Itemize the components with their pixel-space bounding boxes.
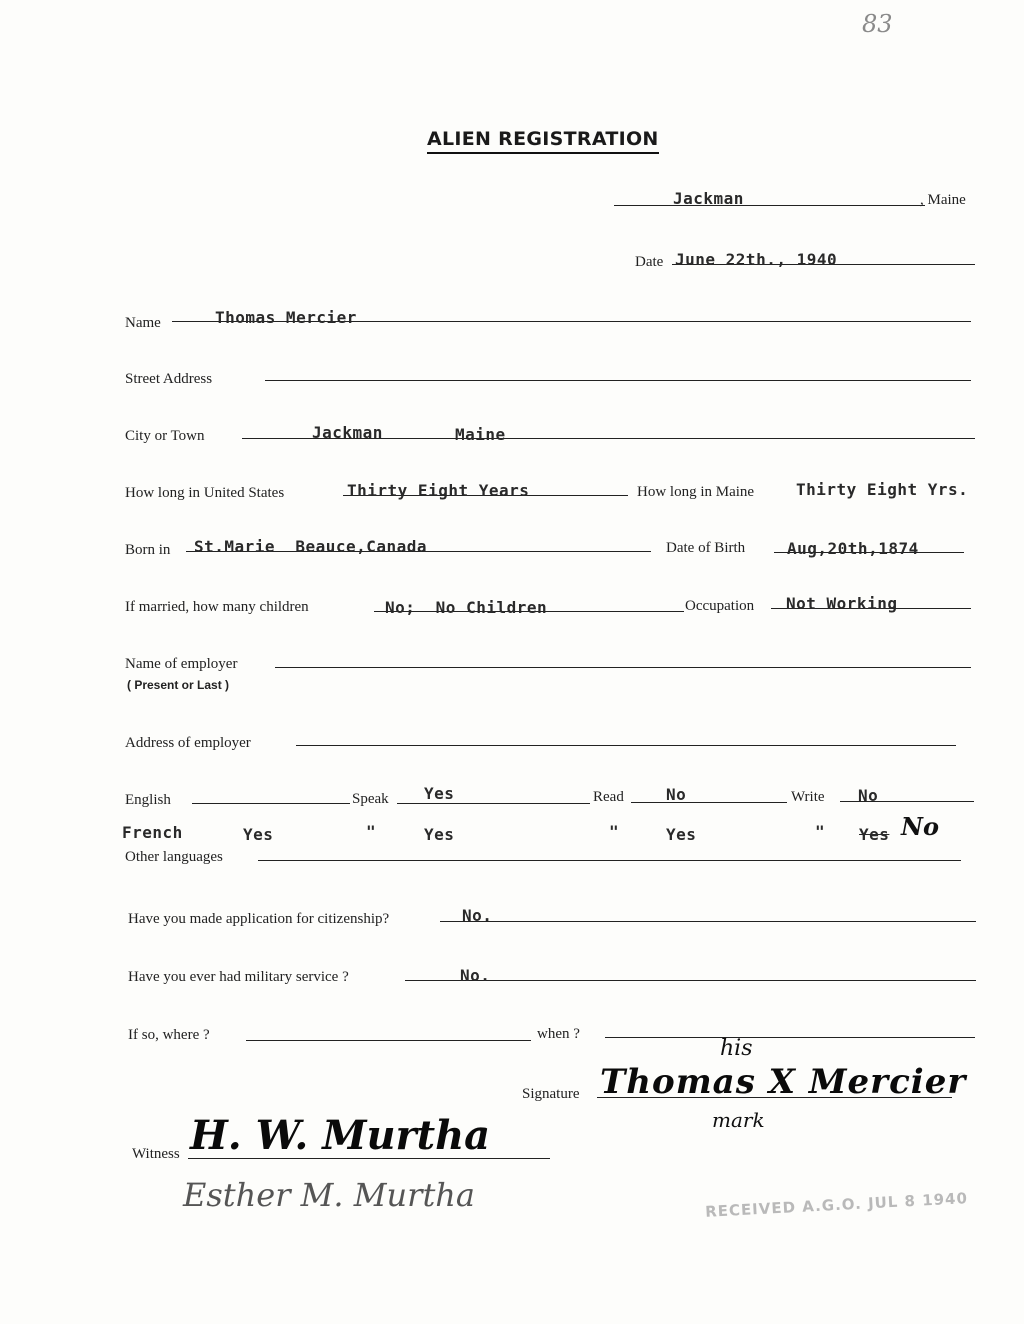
military-label: Have you ever had military service ? (128, 969, 349, 985)
french-label: French (122, 823, 183, 842)
speak-label: Speak (352, 791, 389, 807)
received-stamp: RECEIVED A.G.O. JUL 8 1940 (704, 1189, 969, 1221)
french-write-struck: Yes (859, 825, 890, 844)
form-title: ALIEN REGISTRATION (427, 128, 659, 154)
us-duration-label: How long in United States (125, 485, 285, 501)
french-write-handwritten: No (901, 812, 939, 841)
english-read-value: No (666, 785, 687, 804)
french-read-value: Yes (666, 825, 697, 844)
read-label: Read (593, 789, 624, 805)
name-label: Name (125, 315, 161, 331)
french-speak-value: Yes (424, 825, 455, 844)
english-label: English (125, 792, 171, 808)
witness-signature-1: H. W. Murtha (190, 1112, 491, 1159)
write-label: Write (791, 789, 825, 805)
street-label: Street Address (125, 371, 213, 387)
english-write-value: No (858, 786, 879, 805)
state-label: , Maine (920, 192, 966, 208)
signature-label: Signature (522, 1086, 580, 1102)
dob-value: Aug,20th,1874 (787, 539, 919, 558)
maine-duration-label: How long in Maine (637, 484, 755, 500)
occupation-value: Not Working (786, 594, 898, 613)
occupation-label: Occupation (685, 598, 755, 614)
signature-his: his (720, 1036, 753, 1061)
born-label: Born in (125, 542, 171, 558)
employer-sub-label: ( Present or Last ) (127, 678, 230, 692)
french-ditto-3: " (815, 822, 826, 841)
other-languages-label: Other languages (125, 849, 223, 865)
city-state-value: Maine (455, 425, 506, 444)
signature-name: Thomas X Mercier (600, 1062, 967, 1102)
when-line (605, 1037, 975, 1038)
when-label: when ? (537, 1026, 580, 1042)
military-value: No. (460, 966, 491, 985)
city-value: Jackman (312, 423, 383, 442)
french-ditto-2: " (609, 822, 620, 841)
town-value: Jackman (673, 189, 744, 208)
where-line (246, 1040, 531, 1041)
french-ditto-1: " (366, 822, 377, 841)
read-line (631, 802, 787, 803)
citizenship-line (440, 921, 976, 922)
english-line (192, 803, 350, 804)
signature-mark: mark (712, 1108, 765, 1132)
witness-signature-2: Esther M. Murtha (183, 1176, 475, 1214)
dob-label: Date of Birth (666, 540, 746, 556)
us-duration-value: Thirty Eight Years (347, 481, 530, 500)
english-speak-value: Yes (424, 784, 455, 803)
city-label: City or Town (125, 428, 205, 444)
street-line (265, 380, 971, 381)
citizenship-label: Have you made application for citizenship? (128, 911, 390, 927)
maine-duration-value: Thirty Eight Yrs. (796, 480, 969, 499)
citizenship-value: No. (462, 906, 493, 925)
where-label: If so, where ? (128, 1027, 210, 1043)
speak-line (397, 803, 590, 804)
witness-label: Witness (132, 1146, 180, 1162)
french-value: Yes (243, 825, 274, 844)
employer-line (275, 667, 971, 668)
employer-address-label: Address of employer (125, 735, 251, 751)
children-label: If married, how many children (125, 599, 309, 615)
date-label: Date (635, 254, 664, 270)
page-number: 83 (862, 10, 893, 38)
date-value: June 22th., 1940 (675, 250, 838, 269)
employer-label: Name of employer (125, 656, 238, 672)
children-value: No; No Children (385, 598, 548, 617)
born-value: St.Marie Beauce,Canada (194, 537, 428, 556)
military-line (405, 980, 976, 981)
employer-address-line (296, 745, 956, 746)
other-languages-line (258, 860, 961, 861)
name-value: Thomas Mercier (215, 308, 357, 327)
town-line (614, 205, 925, 206)
